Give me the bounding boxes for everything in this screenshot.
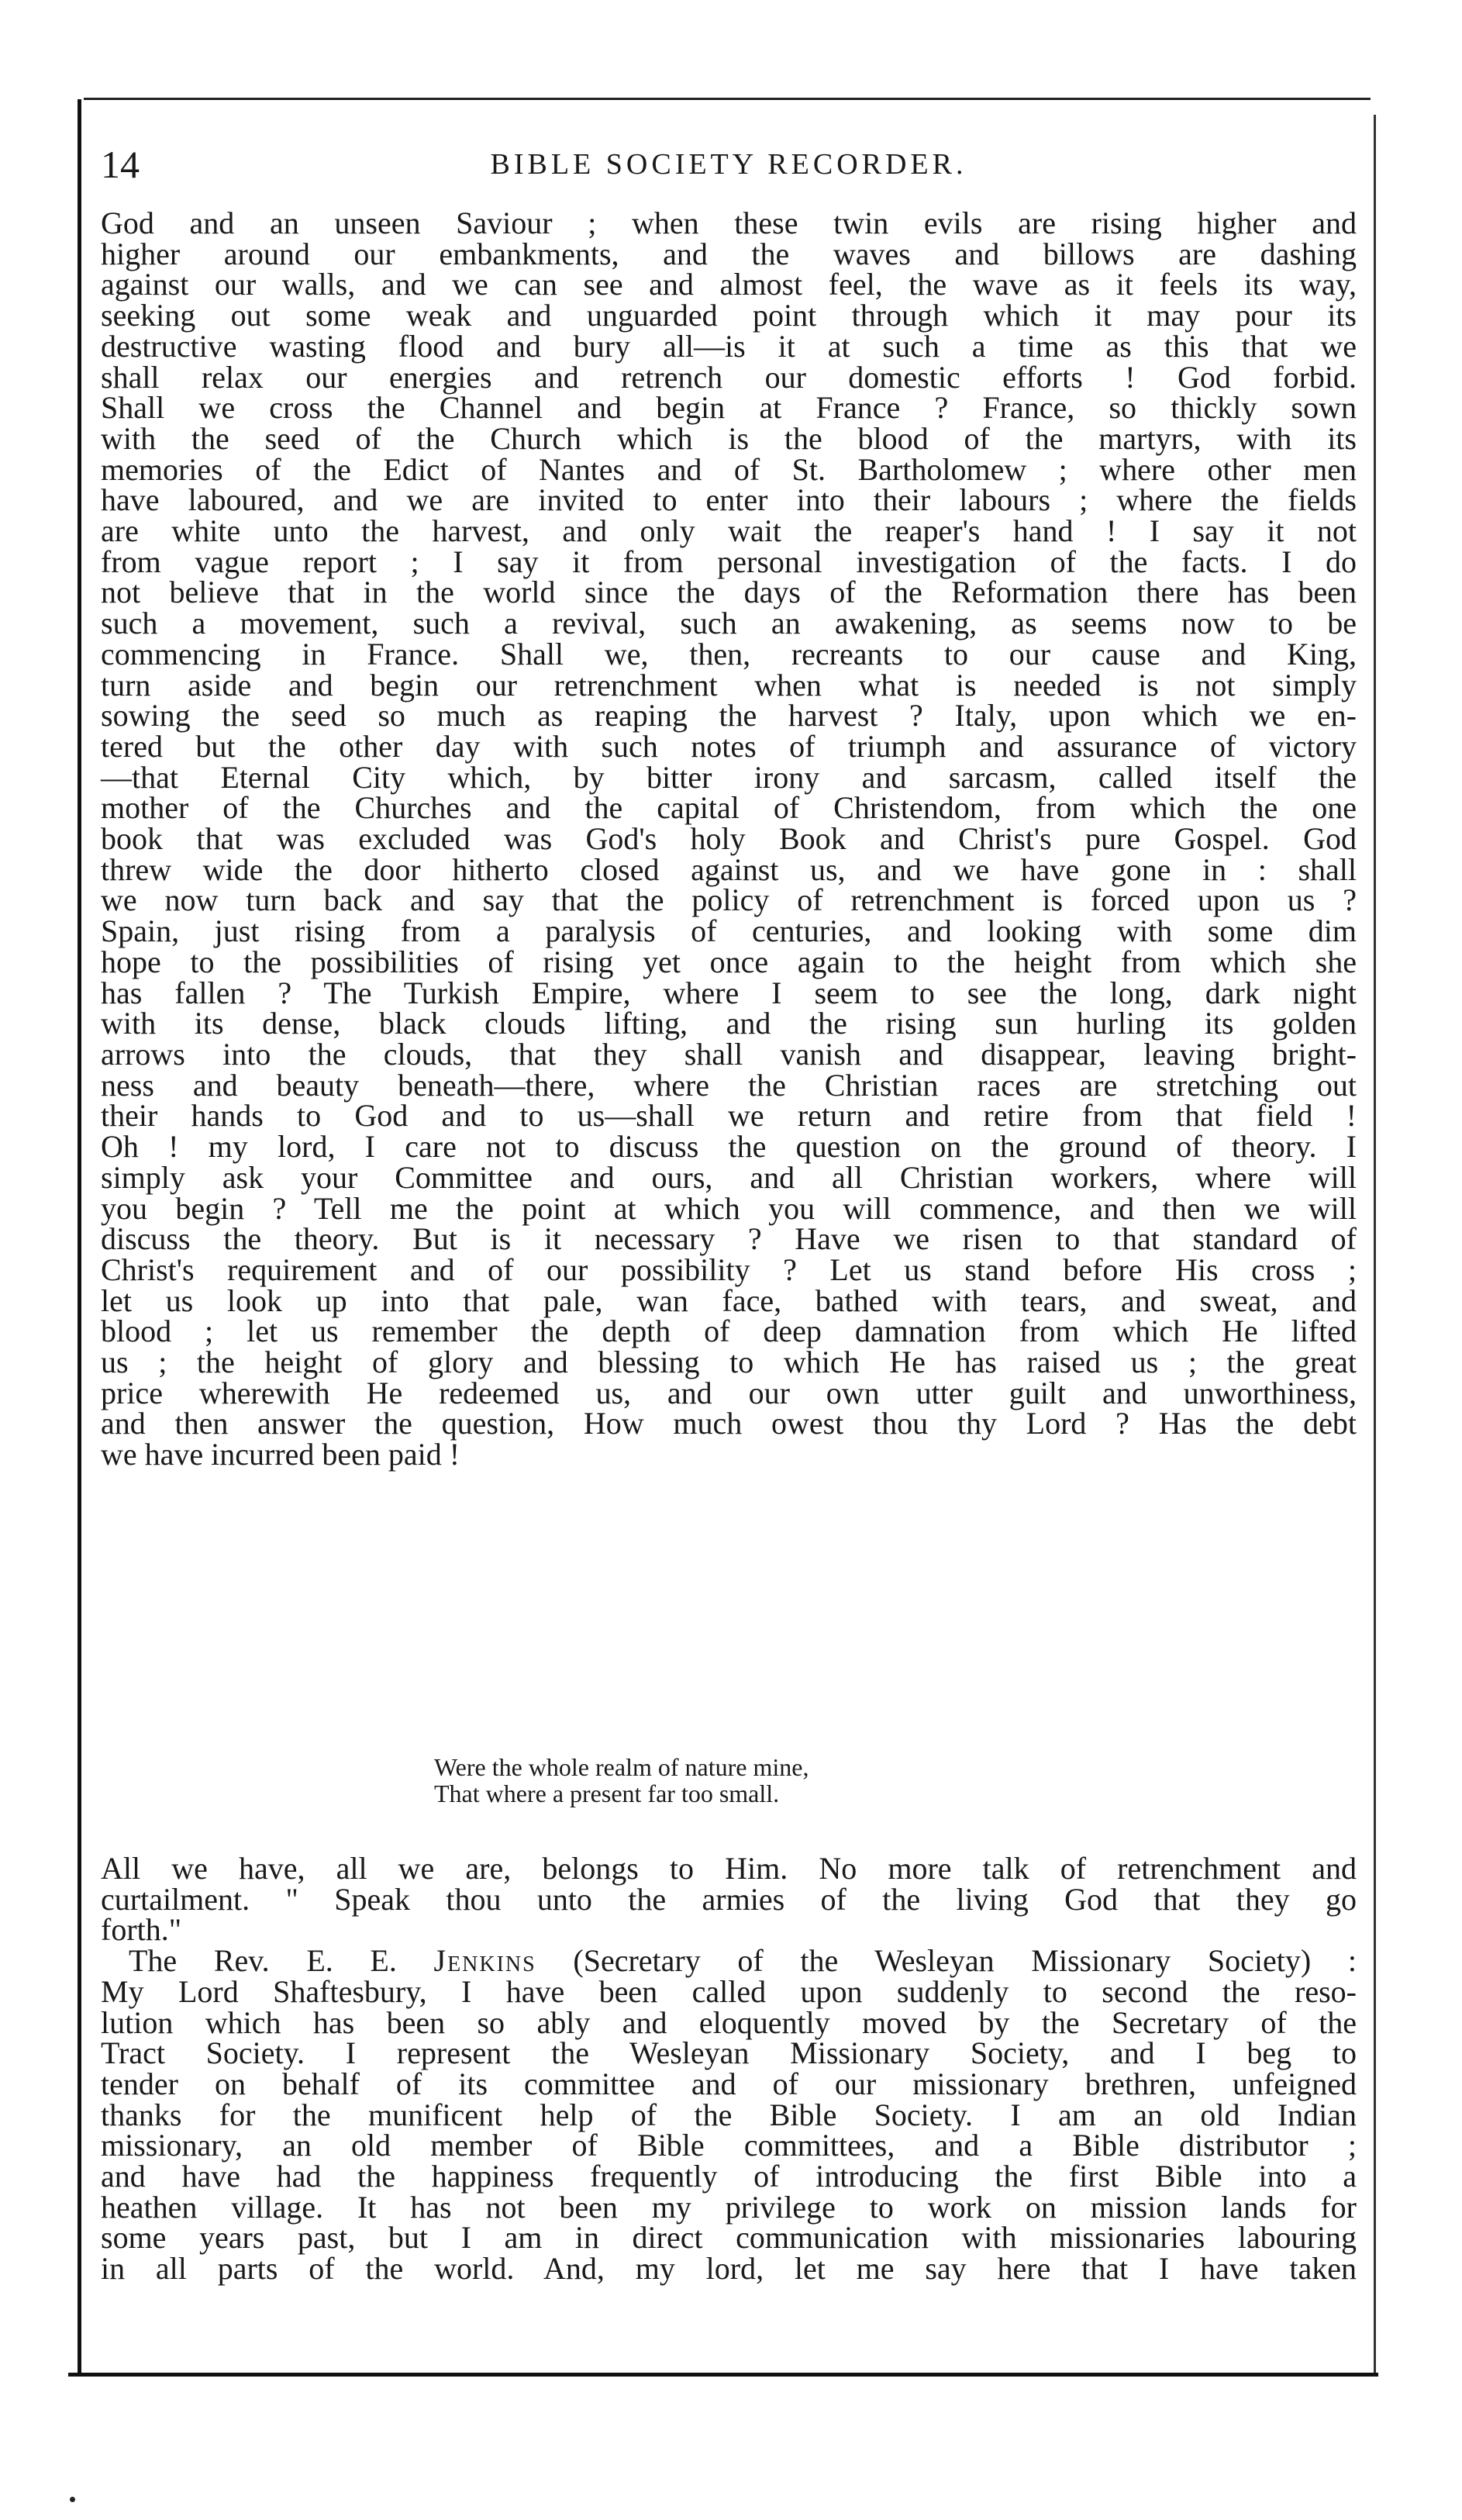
text-line: hope to the possibilities of rising yet once again to the height from which she — [101, 944, 1357, 979]
text-line: Shall we cross the Channel and begin at France ? France, so thickly sown — [101, 390, 1357, 426]
speaker-name: Jenkins — [433, 1943, 536, 1979]
text-line: lution which has been so ably and eloquently moved by the Secretary of the — [101, 2004, 1357, 2040]
text-line: threw wide the door hitherto closed against us, and we have gone in : shall — [101, 851, 1357, 887]
paragraph-jenkins-speech — [101, 1943, 1357, 2287]
text-line: and have had the happiness frequently of introducing the first Bible into a — [101, 2159, 1357, 2194]
body-section-1 — [101, 205, 1357, 1472]
paragraph-speech-continuation — [101, 205, 1357, 1472]
text-line: sowing the seed so much as reaping the harvest ? Italy, upon which we en- — [101, 698, 1357, 734]
speaker-lead-line — [101, 1943, 1357, 1979]
top-rule — [84, 98, 1371, 100]
text-line: missionary, an old member of Bible committees, and a Bible distributor ; — [101, 2128, 1357, 2163]
text-line: blood ; let us remember the depth of deep damnation from which He lifted — [101, 1314, 1357, 1349]
text-line: tender on behalf of its committee and of our missionary brethren, unfeigned — [101, 2066, 1357, 2101]
verse-line-1: Were the whole realm of nature mine, — [434, 1753, 809, 1781]
text-line: Tract Society. I represent the Wesleyan Missionary Society, and I beg to — [101, 2035, 1357, 2071]
speaker-lead-prefix: The Rev. E. E. — [129, 1943, 434, 1979]
text-line: arrows into the clouds, that they shall vanish and disappear, leaving bright- — [101, 1036, 1357, 1072]
ink-speck — [70, 2497, 75, 2502]
text-line: higher around our embankments, and the waves and billows are dashing — [101, 236, 1357, 271]
text-line: have laboured, and we are invited to enter into their labours ; where the fields — [101, 482, 1357, 518]
text-line: against our walls, and we can see and almost feel, the wave as it feels its way, — [101, 267, 1357, 302]
text-line: and then answer the question, How much owest thou thy Lord ? Has the debt — [101, 1406, 1357, 1441]
text-line: not believe that in the world since the days of the Reformation there has been — [101, 575, 1357, 610]
verse-line-2: That where a present far too small. — [434, 1780, 780, 1807]
text-line: All we have, all we are, belongs to Him. No more talk of retrenchment and — [101, 1851, 1357, 1886]
text-line: Spain, just rising from a paralysis of centuries, and looking with some dim — [101, 913, 1357, 949]
page-number: 14 — [101, 143, 140, 186]
text-line: shall relax our energies and retrench our domestic efforts ! God forbid. — [101, 359, 1357, 395]
paragraph-conclusion — [101, 1851, 1357, 1948]
text-line: Christ's requirement and of our possibility ? Let us stand before His cross ; — [101, 1251, 1357, 1287]
text-line: commencing in France. Shall we, then, recreants to our cause and King, — [101, 636, 1357, 671]
page-header — [101, 141, 1357, 188]
left-rule — [78, 99, 81, 2374]
text-line: Oh ! my lord, I care not to discuss the question on the ground of theory. I — [101, 1129, 1357, 1165]
text-line: discuss the theory. But is it necessary ? Have we risen to that standard of — [101, 1221, 1357, 1257]
text-line: has fallen ? The Turkish Empire, where I seem to see the long, dark night — [101, 975, 1357, 1010]
text-line: book that was excluded was God's holy Book and Christ's pure Gospel. God — [101, 821, 1357, 857]
running-title: BIBLE SOCIETY RECORDER. — [490, 148, 967, 181]
text-line: from vague report ; I say it from personal investigation of the facts. I do — [101, 544, 1357, 579]
text-line: are white unto the harvest, and only wait the reaper's hand ! I say it not — [101, 513, 1357, 549]
text-line: God and an unseen Saviour ; when these twin evils are rising higher and — [101, 205, 1357, 240]
text-line: destructive wasting flood and bury all—is it at such a time as this that we — [101, 328, 1357, 364]
text-line: us ; the height of glory and blessing to which He has raised us ; the great — [101, 1345, 1357, 1380]
text-line: some years past, but I am in direct communication with missionaries labouring — [101, 2220, 1357, 2256]
text-line: —that Eternal City which, by bitter irony and sarcasm, called itself the — [101, 759, 1357, 795]
verse-quotation — [434, 1754, 1132, 1807]
text-line: we now turn back and say that the policy of retrenchment is forced upon us ? — [101, 882, 1357, 918]
text-line: their hands to God and to us—shall we return and retire from that field ! — [101, 1098, 1357, 1134]
text-line: heathen village. It has not been my privilege to work on mission lands for — [101, 2189, 1357, 2225]
text-line: seeking out some weak and unguarded point through which it may pour its — [101, 298, 1357, 333]
body-section-2 — [101, 1851, 1357, 2287]
text-line: you begin ? Tell me the point at which you will commence, and then we will — [101, 1190, 1357, 1226]
right-rule — [1374, 115, 1376, 2373]
text-line: My Lord Shaftesbury, I have been called upon suddenly to second the reso- — [101, 1973, 1357, 2009]
text-line: forth." — [101, 1912, 182, 1948]
text-line: such a movement, such a revival, such an awakening, as seems now to be — [101, 606, 1357, 641]
speaker-lead-rest: (Secretary of the Wesleyan Missionary Society) : — [536, 1943, 1357, 1979]
text-line: price wherewith He redeemed us, and our own utter guilt and unworthiness, — [101, 1375, 1357, 1410]
text-line: curtailment. " Speak thou unto the armies of the living God that they go — [101, 1881, 1357, 1917]
text-line: turn aside and begin our retrenchment when what is needed is not simply — [101, 667, 1357, 702]
text-line: tered but the other day with such notes of triumph and assurance of victory — [101, 728, 1357, 764]
text-line: memories of the Edict of Nantes and of St. Bartholomew ; where other men — [101, 451, 1357, 487]
text-line: let us look up into that pale, wan face, bathed with tears, and sweat, and — [101, 1282, 1357, 1318]
text-line: with its dense, black clouds lifting, and the rising sun hurling its golden — [101, 1006, 1357, 1041]
text-line: mother of the Churches and the capital of Christendom, from which the one — [101, 790, 1357, 826]
bottom-rule — [68, 2373, 1378, 2377]
text-line: with the seed of the Church which is the blood of the martyrs, with its — [101, 420, 1357, 456]
text-line: simply ask your Committee and ours, and all Christian workers, where will — [101, 1159, 1357, 1195]
text-line: ness and beauty beneath—there, where the Christian races are stretching out — [101, 1067, 1357, 1103]
text-line: in all parts of the world. And, my lord, let me say here that I have taken — [101, 2251, 1357, 2287]
text-line: we have incurred been paid ! — [101, 1437, 460, 1472]
text-line: thanks for the munificent help of the Bible Society. I am an old Indian — [101, 2097, 1357, 2132]
